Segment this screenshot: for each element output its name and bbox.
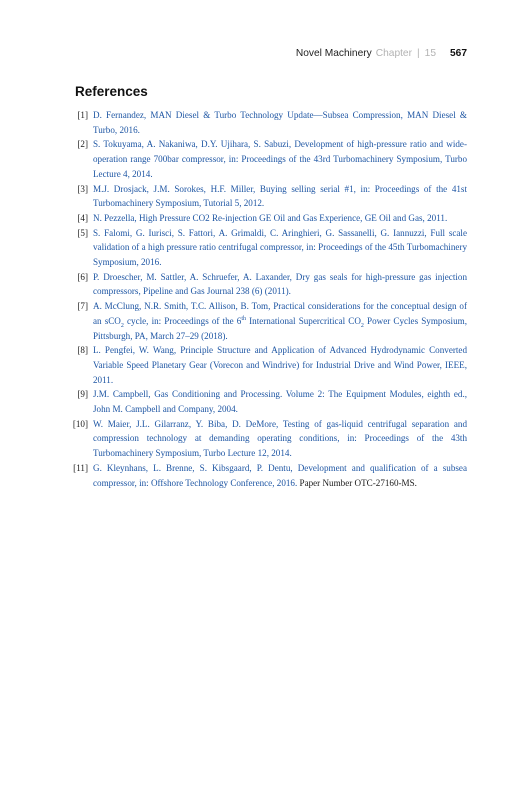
reference-number: [11] bbox=[73, 462, 88, 473]
reference-number: [10] bbox=[72, 418, 88, 429]
reference-item-5 bbox=[60, 226, 467, 270]
reference-text-part: A. McClung, N.R. Smith, T.C. Allison, B. Tom, Practical considerations for the conceptual design of an sCO bbox=[93, 301, 467, 326]
header-separator: | bbox=[417, 48, 420, 59]
reference-link[interactable]: N. Pezzella, High Pressure CO2 Re-injection GE Oil and Gas Experience, GE Oil and Gas, 2011. bbox=[93, 212, 448, 223]
reference-item-9 bbox=[60, 387, 467, 416]
reference-link[interactable] bbox=[93, 299, 467, 343]
reference-item-11 bbox=[60, 461, 467, 490]
chapter-number: 15 bbox=[424, 48, 436, 59]
reference-number: [4] bbox=[77, 212, 88, 223]
reference-number: [6] bbox=[77, 271, 88, 282]
reference-item-2 bbox=[60, 137, 467, 181]
reference-item-1 bbox=[60, 108, 467, 137]
chapter-label: Chapter bbox=[375, 48, 412, 59]
book-title: Novel Machinery bbox=[295, 48, 372, 59]
reference-link[interactable]: S. Falomi, G. Iurisci, S. Fattori, A. Grimaldi, C. Aringhieri, G. Sassanelli, G. Iannuzzi, Full scale validation of a high pressure ratio centrifugal compressor, in: Proceedings of the 45th Turbomachinery Symposium, 2016. bbox=[93, 227, 467, 268]
running-header bbox=[296, 48, 467, 59]
page-number: 567 bbox=[450, 48, 467, 59]
subscript: 2 bbox=[360, 322, 364, 329]
reference-list bbox=[60, 108, 467, 490]
subscript: 2 bbox=[120, 322, 124, 329]
reference-text-part: Power Cycles Symposium, Pittsburgh, PA, March 27–29 (2018). bbox=[93, 315, 467, 341]
reference-number: [3] bbox=[77, 183, 88, 194]
reference-number: [8] bbox=[77, 345, 88, 356]
paper-number: Paper Number OTC-27160-MS. bbox=[297, 477, 417, 488]
section-title: References bbox=[75, 84, 148, 99]
reference-item-4 bbox=[60, 211, 467, 226]
reference-link[interactable]: L. Pengfei, W. Wang, Principle Structure and Application of Advanced Hydrodynamic Converted Variable Speed Planetary Gear (Vorecon and Windrive) for Industrial Drive and Wind Power, IEEE, 2011. bbox=[93, 345, 467, 385]
reference-item-7 bbox=[60, 299, 467, 343]
reference-number: [5] bbox=[77, 227, 88, 238]
superscript: th bbox=[241, 315, 246, 322]
reference-text-part: G. Kleynhans, L. Brenne, S. Kibsgaard, P. Dentu, Development and qualification of a subsea compressor, in: Offshore Technology Conference, 2016. bbox=[93, 462, 467, 488]
reference-link[interactable]: J.M. Campbell, Gas Conditioning and Processing. Volume 2: The Equipment Modules, eighth ed., John M. Campbell and Company, 2004. bbox=[93, 389, 467, 415]
reference-text-part: International Supercritical CO bbox=[246, 315, 361, 326]
reference-number: [9] bbox=[77, 389, 88, 400]
reference-item-10 bbox=[60, 417, 467, 461]
reference-text-part: cycle, in: Proceedings of the 6 bbox=[123, 315, 242, 326]
reference-link[interactable]: W. Maier, J.L. Gilarranz, Y. Biba, D. DeMore, Testing of gas-liquid centrifugal separation and compression technology at demanding operating conditions, in: Proceedings of the 43th Turbomachinery Symposium, Turbo Lecture 12, 2014. bbox=[93, 418, 467, 459]
reference-number: [7] bbox=[77, 301, 88, 312]
reference-number: [1] bbox=[77, 110, 88, 120]
reference-number: [2] bbox=[77, 139, 88, 150]
reference-item-8 bbox=[60, 343, 467, 387]
reference-link[interactable]: M.J. Drosjack, J.M. Sorokes, H.F. Miller, Buying selling serial #1, in: Proceedings of the 41st Turbomachinery Symposium, Tutorial 5, 2012. bbox=[93, 183, 467, 209]
reference-link[interactable]: D. Fernandez, MAN Diesel & Turbo Technology Update—Subsea Compression, MAN Diesel & Turbo, 2016. bbox=[93, 110, 467, 135]
reference-item-3 bbox=[60, 182, 467, 211]
reference-item-6 bbox=[60, 270, 467, 299]
reference-link[interactable]: P. Droescher, M. Sattler, A. Schruefer, A. Laxander, Dry gas seals for high-pressure gas injection compressors, Pipeline and Gas Journal 238 (6) (2011). bbox=[93, 271, 467, 297]
reference-link[interactable] bbox=[93, 461, 467, 490]
reference-link[interactable]: S. Tokuyama, A. Nakaniwa, D.Y. Ujihara, S. Sabuzi, Development of high-pressure ratio and wide-operation range 700bar compressor, in: Proceedings of the 43rd Turbomachinery Symposium, Turbo Lecture 4, 2014. bbox=[93, 139, 467, 179]
